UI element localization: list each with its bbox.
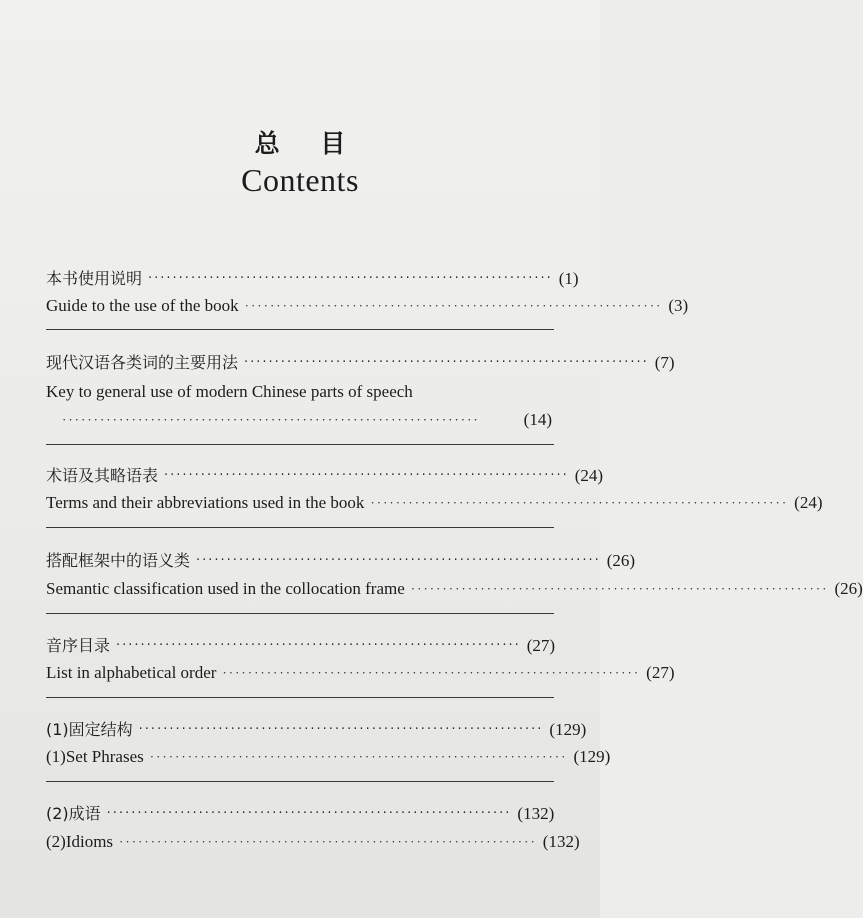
leader-dots: ·································································· [164, 468, 569, 483]
entry-page: (24) [574, 466, 604, 485]
leader-dots: ·································································· [410, 581, 829, 596]
entry-page: (129) [573, 747, 611, 766]
entry-label: 音序目录 [46, 636, 111, 655]
toc-entry-idioms-cn[interactable] [46, 803, 555, 825]
leader-dots: ·································································· [116, 638, 521, 653]
toc-entry-alphabetical-en[interactable] [46, 662, 675, 684]
entry-label: Semantic classification used in the collocation frame [46, 579, 405, 598]
leader-dots: ·································································· [196, 553, 601, 568]
entry-page: (7) [654, 353, 675, 372]
leader-dots: ·································································· [222, 665, 641, 680]
toc-entry-guide-cn[interactable] [46, 268, 579, 290]
entry-label: Key to general use of modern Chinese parts of speech [46, 382, 413, 401]
toc-entry-semantic-cn[interactable] [46, 550, 636, 572]
leader-dots: ·································································· [138, 722, 544, 737]
toc-entry-semantic-en[interactable] [46, 578, 863, 600]
title-chinese: 总 目 [254, 129, 362, 158]
entry-label: Terms and their abbreviations used in the book [46, 493, 365, 512]
leader-dots: ·································································· [149, 749, 568, 764]
entry-page: (14) [523, 410, 552, 429]
entry-label: 搭配框架中的语义类 [46, 551, 191, 570]
entry-label: 现代汉语各类词的主要用法 [46, 353, 239, 372]
entry-page: (1) [558, 269, 579, 288]
entry-page: (27) [526, 636, 556, 655]
toc-entry-terms-cn[interactable] [46, 465, 604, 487]
section-divider [46, 613, 554, 614]
leader-dots: ·································································· [244, 298, 663, 313]
entry-label: (1)固定结构 [46, 720, 133, 739]
toc-entry-idioms-en[interactable] [46, 831, 580, 853]
entry-label: 术语及其略语表 [46, 466, 159, 485]
title-english: Contents [241, 162, 359, 198]
entry-label: 本书使用说明 [46, 269, 143, 288]
entry-page: (24) [794, 493, 823, 512]
section-divider [46, 329, 554, 330]
toc-entry-alphabetical-cn[interactable] [46, 635, 556, 657]
entry-label: List in alphabetical order [46, 663, 217, 682]
leader-dots: ·································································· [244, 355, 649, 370]
section-divider [46, 781, 554, 782]
entry-label: (2)成语 [46, 804, 101, 823]
leader-dots: ·································································· [370, 495, 789, 510]
entry-page: (27) [646, 663, 675, 682]
toc-entry-usage-en-continued[interactable] [62, 409, 552, 431]
toc-entry-set-phrases-en[interactable] [46, 746, 611, 768]
entry-page: (26) [606, 551, 636, 570]
section-divider [46, 697, 554, 698]
toc-entry-guide-en[interactable] [46, 295, 689, 317]
entry-label: (1)Set Phrases [46, 747, 144, 766]
section-divider [46, 527, 554, 528]
toc-entry-usage-cn[interactable] [46, 352, 675, 374]
leader-dots: ·································································· [62, 412, 480, 427]
toc-entry-usage-en[interactable] [46, 381, 552, 403]
entry-page: (132) [517, 804, 555, 823]
leader-dots: ·································································· [119, 834, 537, 849]
section-divider [46, 444, 554, 445]
entry-page: (26) [834, 579, 863, 598]
leader-dots: ·································································· [106, 806, 512, 821]
toc-entry-set-phrases-cn[interactable] [46, 719, 587, 741]
entry-page: (3) [668, 296, 689, 315]
entry-page: (129) [549, 720, 587, 739]
leader-dots: ·································································· [148, 271, 553, 286]
entry-label: (2)Idioms [46, 832, 114, 851]
entry-page: (132) [542, 832, 580, 851]
toc-entry-terms-en[interactable] [46, 492, 823, 514]
entry-label: Guide to the use of the book [46, 296, 239, 315]
